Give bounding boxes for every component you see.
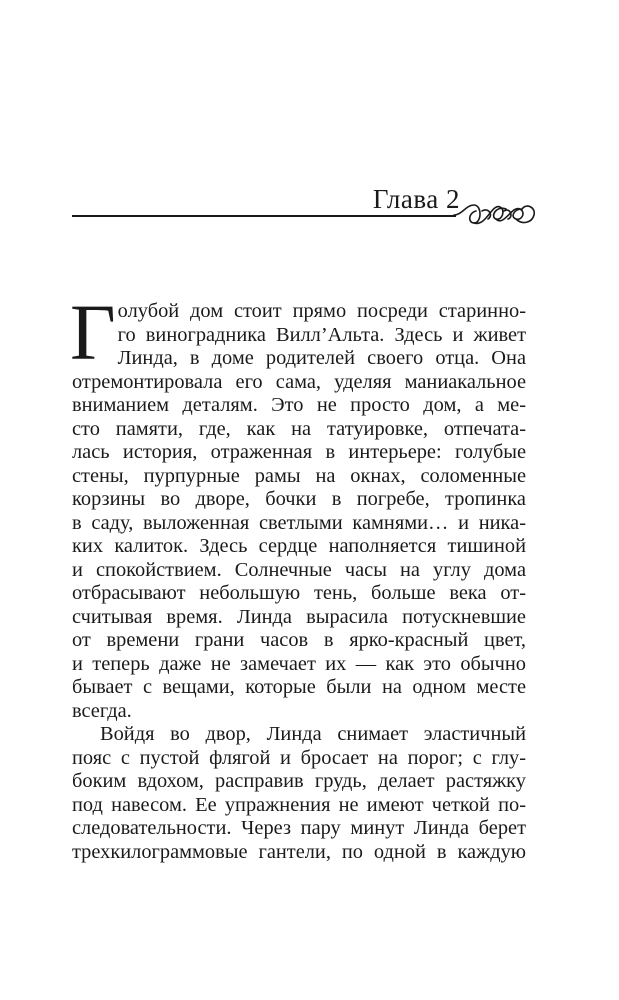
text-line: под навесом. Ее упражнения не имеют четкой по-: [72, 793, 526, 816]
text-line: лась история, отраженная в интерьере: голубые: [72, 441, 526, 463]
text-line: в саду, выложенная светлыми камнями… и ника-: [72, 511, 526, 534]
text-line: вниманием деталям. Это не просто дом, а ме-: [72, 394, 526, 416]
text-line: корзины во дворе, бочки в погребе, тропинка: [72, 488, 526, 510]
text-line: Линда, в доме родителей своего отца. Она: [117, 347, 526, 369]
text-line: от времени грани часов в ярко-красный цвет,: [72, 629, 526, 651]
text-line: Войдя во двор, Линда снимает эластичный: [100, 723, 526, 745]
text-line: олубой дом стоит прямо посреди старинно-: [117, 300, 526, 322]
chapter-title: Глава 2: [372, 184, 460, 214]
paragraph-2: [72, 723, 526, 864]
text-line: следовательности. Через пару минут Линда берет: [72, 817, 526, 839]
scroll-flourish-icon: [452, 197, 538, 233]
text-line: сто памяти, где, как на татуировке, отпечата-: [72, 417, 526, 440]
text-line: пояс с пустой флягой и бросает на порог; с глу-: [72, 746, 526, 769]
text-line: и спокойствием. Солнечные часы на углу дома: [72, 558, 526, 581]
text-line: и теперь даже не замечает их — как это обычно: [72, 652, 526, 675]
drop-cap: Г: [70, 290, 116, 377]
body-text: [70, 290, 526, 864]
text-line: ких калиток. Здесь сердце наполняется тишиной: [72, 535, 526, 557]
text-line: трехкилограммовые гантели, по одной в каждую: [72, 840, 526, 863]
chapter-header: [72, 183, 542, 243]
text-line: го виноградника Вилл’Альта. Здесь и живет: [117, 323, 526, 346]
text-line: бывает с вещами, которые были на одном месте: [72, 676, 526, 698]
text-line: боким вдохом, расправив грудь, делает растяжку: [72, 770, 526, 792]
text-line: всегда.: [72, 699, 132, 722]
text-line: считывая время. Линда вырасила потускневшие: [72, 605, 526, 628]
paragraph-1: [70, 290, 526, 723]
text-line: отремонтировала его сама, уделяя маниакальное: [72, 370, 526, 393]
text-line: стены, пурпурные рамы на окнах, соломенные: [72, 464, 526, 487]
chapter-divider: [72, 215, 456, 217]
text-line: отбрасывают небольшую тень, больше века от-: [72, 582, 526, 604]
